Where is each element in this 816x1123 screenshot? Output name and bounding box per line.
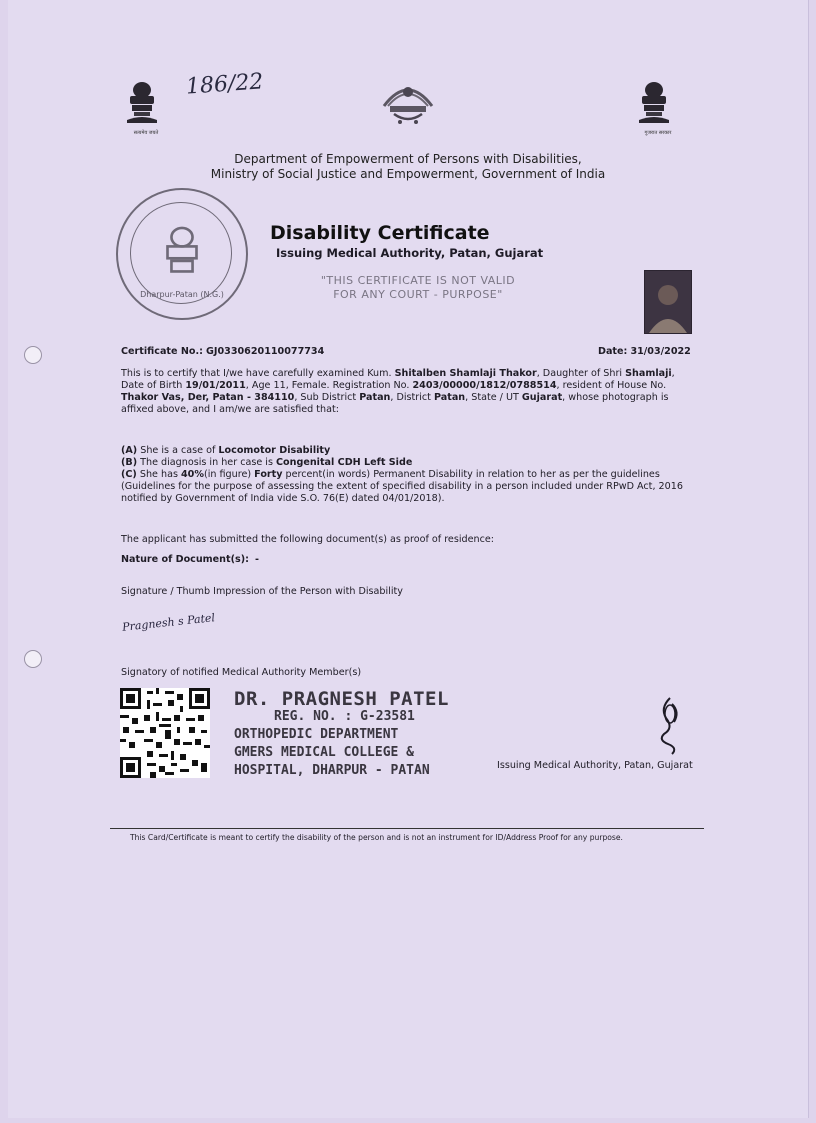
certification-paragraph: This is to certify that I/we have carefully examined Kum. Shitalben Shamlaji Thakor, Daughter of Shri Shamlaji, Date of Birth 19/01/2011, Age 11, Female. Registration No. 2403/00000/1812/0788514, resident of House No. Thakor Vas, Der, Patan - 384110, Sub District Patan, District Patan, State / UT Gujarat, whose photograph is affixed above, and I am/we are satisfied that: (121, 368, 675, 415)
footer-disclaimer: This Card/Certificate is meant to certify the disability of the person and is not an instrument for ID/Address Proof for any purpose. (130, 833, 623, 842)
lion-capital-icon (636, 80, 672, 124)
disability-type: Locomotor Disability (218, 445, 331, 456)
header-department: Department of Empowerment of Persons with Disabilities, (234, 152, 582, 166)
doctor-reg: REG. NO. : G-23581 (274, 709, 415, 724)
national-emblem-left (124, 80, 168, 136)
item-a: (A) She is a case of Locomotor Disability (121, 445, 331, 456)
signatory-label: Signatory of notified Medical Authority Member(s) (121, 667, 362, 678)
certificate-number: Certificate No.: GJ0330620110077734 (121, 346, 325, 357)
certificate-title: Disability Certificate (270, 222, 490, 244)
header-ministry: Ministry of Social Justice and Empowerment, Government of India (210, 167, 606, 181)
father-name: Shamlaji (625, 368, 672, 379)
official-seal (116, 188, 248, 320)
footer-divider (110, 828, 704, 829)
national-emblem-right (636, 80, 680, 136)
registration-number: 2403/00000/1812/0788514 (412, 380, 557, 391)
disability-percent-words: Forty (254, 469, 283, 480)
doctor-name: DR. PRAGNESH PATEL (234, 688, 449, 710)
item-b: (B) The diagnosis in her case is Congenital CDH Left Side (121, 457, 413, 468)
applicant-signature: Pragnesh s Patel (121, 611, 216, 634)
emblem-caption-right: गुजरात सरकार (644, 130, 672, 136)
doctor-stamp (234, 690, 449, 780)
person-photo-icon (645, 271, 691, 333)
issuing-authority: Issuing Medical Authority, Patan, Gujarat (497, 760, 693, 771)
doctor-college: GMERS MEDICAL COLLEGE & (234, 745, 415, 760)
lion-capital-icon (124, 80, 160, 124)
doctor-department: ORTHOPEDIC DEPARTMENT (234, 727, 399, 742)
authority-signature-icon (652, 694, 688, 758)
certificate-subtitle: Issuing Medical Authority, Patan, Gujarat (276, 246, 544, 260)
nature-of-document: Nature of Document(s): - (121, 554, 260, 565)
qr-code-icon (120, 688, 210, 778)
sugamya-logo-icon (378, 78, 438, 130)
seal-text: Dharpur-Patan (N.G.) (140, 290, 224, 299)
diagnosis: Congenital CDH Left Side (276, 457, 413, 468)
disability-percent: 40% (181, 469, 204, 480)
item-c: (C) She has 40%(in figure) Forty percent(in words) Permanent Disability in relation to her as per the guidelines (Guidelines for the purpose of assessing the extent of specified disability in a person included under RPwD Act, 2016 notified by Government of India vide S.O. 76(E) dated 04/01/2018). (121, 469, 683, 504)
doctor-hospital: HOSPITAL, DHARPUR - PATAN (234, 763, 430, 778)
signature-label: Signature / Thumb Impression of the Person with Disability (121, 586, 403, 597)
not-valid-line2: FOR ANY COURT - PURPOSE" (333, 288, 503, 301)
emblem-caption-left: सत्यमेव जयते (133, 130, 159, 136)
punch-hole-bottom (24, 650, 42, 668)
not-valid-line1: "THIS CERTIFICATE IS NOT VALID (320, 274, 516, 287)
seal-emblem-icon (158, 224, 206, 282)
punch-hole-top (24, 346, 42, 364)
handwritten-reference: 186/22 (185, 69, 265, 100)
applicant-photo (644, 270, 692, 334)
certificate-date: Date: 31/03/2022 (598, 346, 691, 357)
not-valid-stamp (318, 274, 518, 302)
date-of-birth: 19/01/2011 (185, 380, 246, 391)
proof-text: The applicant has submitted the following document(s) as proof of residence: (121, 534, 494, 545)
address: Thakor Vas, Der, Patan - 384110 (121, 392, 295, 403)
applicant-name: Shitalben Shamlaji Thakor (394, 368, 537, 379)
